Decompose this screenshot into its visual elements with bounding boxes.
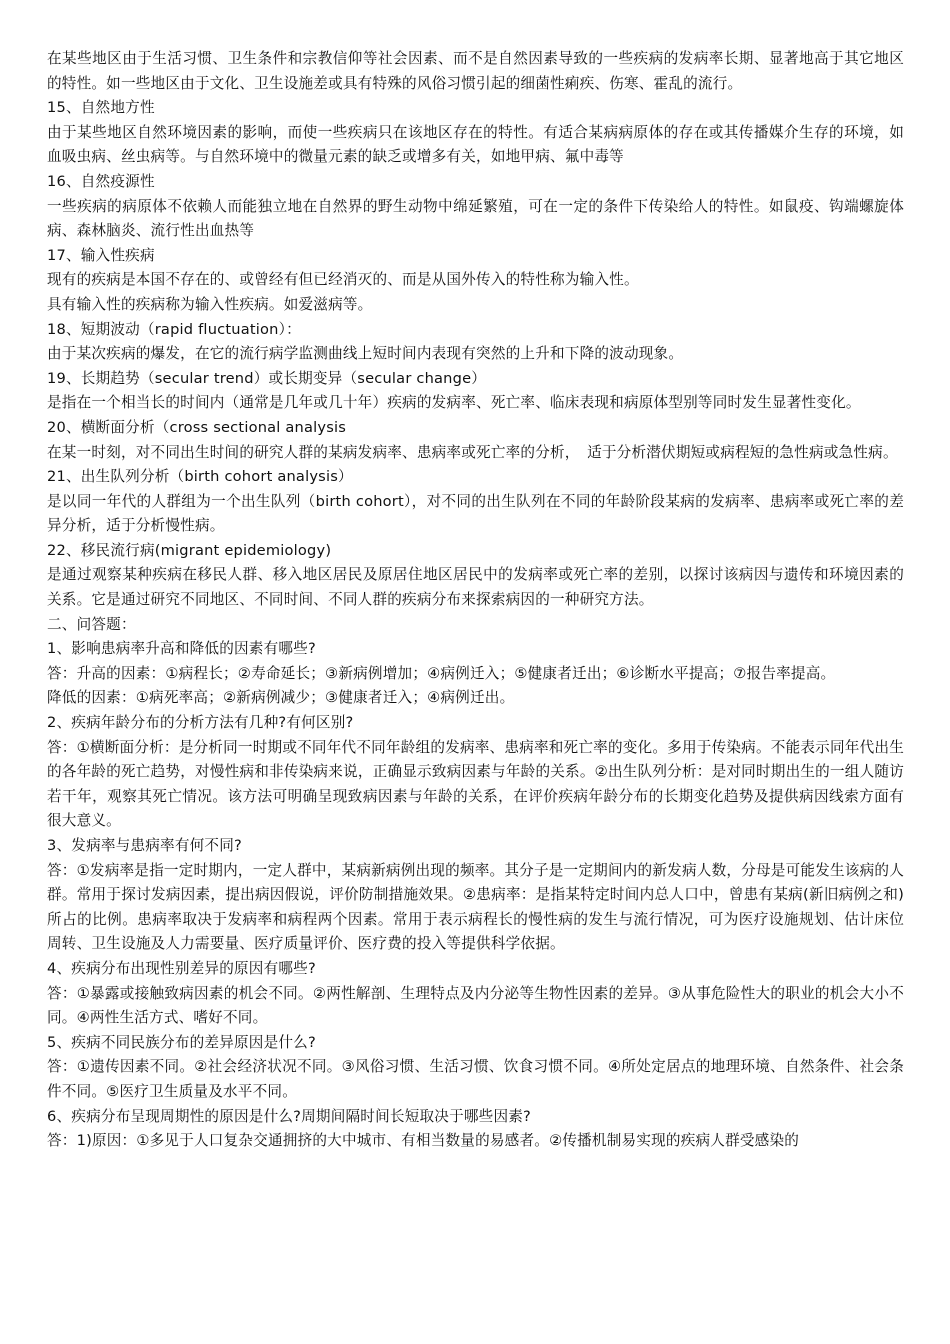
paragraph-imported-example: 具有输入性的疾病称为输入性疾病。如爱滋病等。 — [47, 295, 373, 313]
question-2: 2、疾病年龄分布的分析方法有几种?有何区别? — [47, 714, 354, 732]
heading-cross-sectional: 20、横断面分析（cross sectional analysis — [47, 418, 347, 436]
paragraph-intro-social-endemic: 在某些地区由于生活习惯、卫生条件和宗教信仰等社会因素、而不是自然因素导致的一些疾病的发病率长期、显著地高于其它地区的特性。如一些地区由于文化、卫生设施差或具有特殊的风俗习惯引起的细菌性痢疾、伤寒、霍乱的流行。 — [47, 50, 904, 92]
question-6: 6、疾病分布呈现周期性的原因是什么?周期间隔时间长短取决于哪些因素? — [47, 1107, 531, 1125]
question-5: 5、疾病不同民族分布的差异原因是什么? — [47, 1033, 316, 1051]
heading-birth-cohort: 21、出生队列分析（birth cohort analysis） — [47, 468, 353, 486]
heading-secular-trend: 19、长期趋势（secular trend）或长期变异（secular change） — [47, 369, 487, 387]
paragraph-imported-definition: 现有的疾病是本国不存在的、或曾经有但已经消灭的、而是从国外传入的特性称为输入性。 — [47, 271, 639, 289]
paragraph-cross-sectional: 在某一时刻，对不同出生时间的研究人群的某病发病率、患病率或死亡率的分析， 适于分析潜伏期短或病程短的急性病或急性病。 — [47, 443, 898, 461]
question-4: 4、疾病分布出现性别差异的原因有哪些? — [47, 959, 316, 977]
paragraph-birth-cohort: 是以同一年代的人群组为一个出生队列（birth cohort），对不同的出生队列在不同的年龄阶段某病的发病率、患病率或死亡率的差异分析，适于分析慢性病。 — [47, 492, 904, 535]
section-heading-qa: 二、问答题： — [47, 615, 136, 633]
paragraph-rapid-fluctuation: 由于某次疾病的爆发，在它的流行病学监测曲线上短时间内表现有突然的上升和下降的波动现象。 — [47, 345, 684, 363]
paragraph-natural-focus: 一些疾病的病原体不依赖人而能独立地在自然界的野生动物中绵延繁殖，可在一定的条件下传染给人的特性。如鼠疫、钩端螺旋体病、森林脑炎、流行性出血热等 — [47, 197, 904, 240]
heading-natural-endemic: 15、自然地方性 — [47, 99, 155, 117]
answer-4: 答：①暴露或接触致病因素的机会不同。②两性解剖、生理特点及内分泌等生物性因素的差异。③从事危险性大的职业的机会大小不同。④两性生活方式、嗜好不同。 — [47, 984, 904, 1027]
heading-migrant-epidemiology: 22、移民流行病(migrant epidemiology) — [47, 541, 332, 559]
answer-6: 答：1)原因：①多见于人口复杂交通拥挤的大中城市、有相当数量的易感者。②传播机制易实现的疾病人群受感染的 — [47, 1132, 800, 1150]
answer-1-decrease: 降低的因素：①病死率高；②新病例减少；③健康者迁入；④病例迁出。 — [47, 689, 515, 707]
paragraph-secular-trend: 是指在一个相当长的时间内（通常是几年或几十年）疾病的发病率、死亡率、临床表现和病原体型别等同时发生显著性变化。 — [47, 394, 861, 412]
answer-5: 答：①遗传因素不同。②社会经济状况不同。③风俗习惯、生活习惯、饮食习惯不同。④所处定居点的地理环境、自然条件、社会条件不同。⑤医疗卫生质量及水平不同。 — [47, 1058, 904, 1100]
heading-natural-focus: 16、自然疫源性 — [47, 172, 155, 190]
question-3: 3、发病率与患病率有何不同? — [47, 837, 242, 854]
question-1: 1、影响患病率升高和降低的因素有哪些? — [47, 640, 316, 658]
answer-3: 答：①发病率是指一定时期内，一定人群中，某病新病例出现的频率。其分子是一定期间内的新发病人数，分母是可能发生该病的人群。常用于探讨发病因素，提出病因假说，评价防制措施效果。②患病率：是指某特定时间内总人口中，曾患有某病(新旧病例之和)所占的比例。患病率取决于发病率和病程两个因素。常用于表示病程长的慢性病的发生与流行情况，可为医疗设施规划、估计床位周转、卫生设施及人力需要量、医疗质量评价、医疗费的投入等提供科学依据。 — [47, 861, 904, 953]
answer-1-increase: 答：升高的因素：①病程长；②寿命延长；③新病例增加；④病例迁入；⑤健康者迁出；⑥诊断水平提高；⑦报告率提高。 — [47, 664, 836, 682]
paragraph-migrant-epidemiology: 是通过观察某种疾病在移民人群、移入地区居民及原居住地区居民中的发病率或死亡率的差别，以探讨该病因与遗传和环境因素的关系。它是通过研究不同地区、不同时间、不同人群的疾病分布来探索病因的一种研究方法。 — [47, 566, 904, 609]
heading-imported-disease: 17、输入性疾病 — [47, 246, 155, 264]
heading-rapid-fluctuation: 18、短期波动（rapid fluctuation）： — [47, 320, 301, 338]
answer-2: 答：①横断面分析：是分析同一时期或不同年代不同年龄组的发病率、患病率和死亡率的变化。多用于传染病。不能表示同年代出生的各年龄的死亡趋势，对慢性病和非传染病来说，正确显示致病因素与年龄的关系。②出生队列分析：是对同时期出生的一组人随访若干年，观察其死亡情况。该方法可明确呈现致病因素与年龄的关系，在评价疾病年龄分布的长期变化趋势及提供病因线索方面有很大意义。 — [47, 738, 904, 830]
paragraph-natural-endemic: 由于某些地区自然环境因素的影响，而使一些疾病只在该地区存在的特性。有适合某病病原体的存在或其传播媒介生存的环境，如血吸虫病、丝虫病等。与自然环境中的微量元素的缺乏或增多有关，如地甲病、氟中毒等 — [47, 123, 904, 166]
